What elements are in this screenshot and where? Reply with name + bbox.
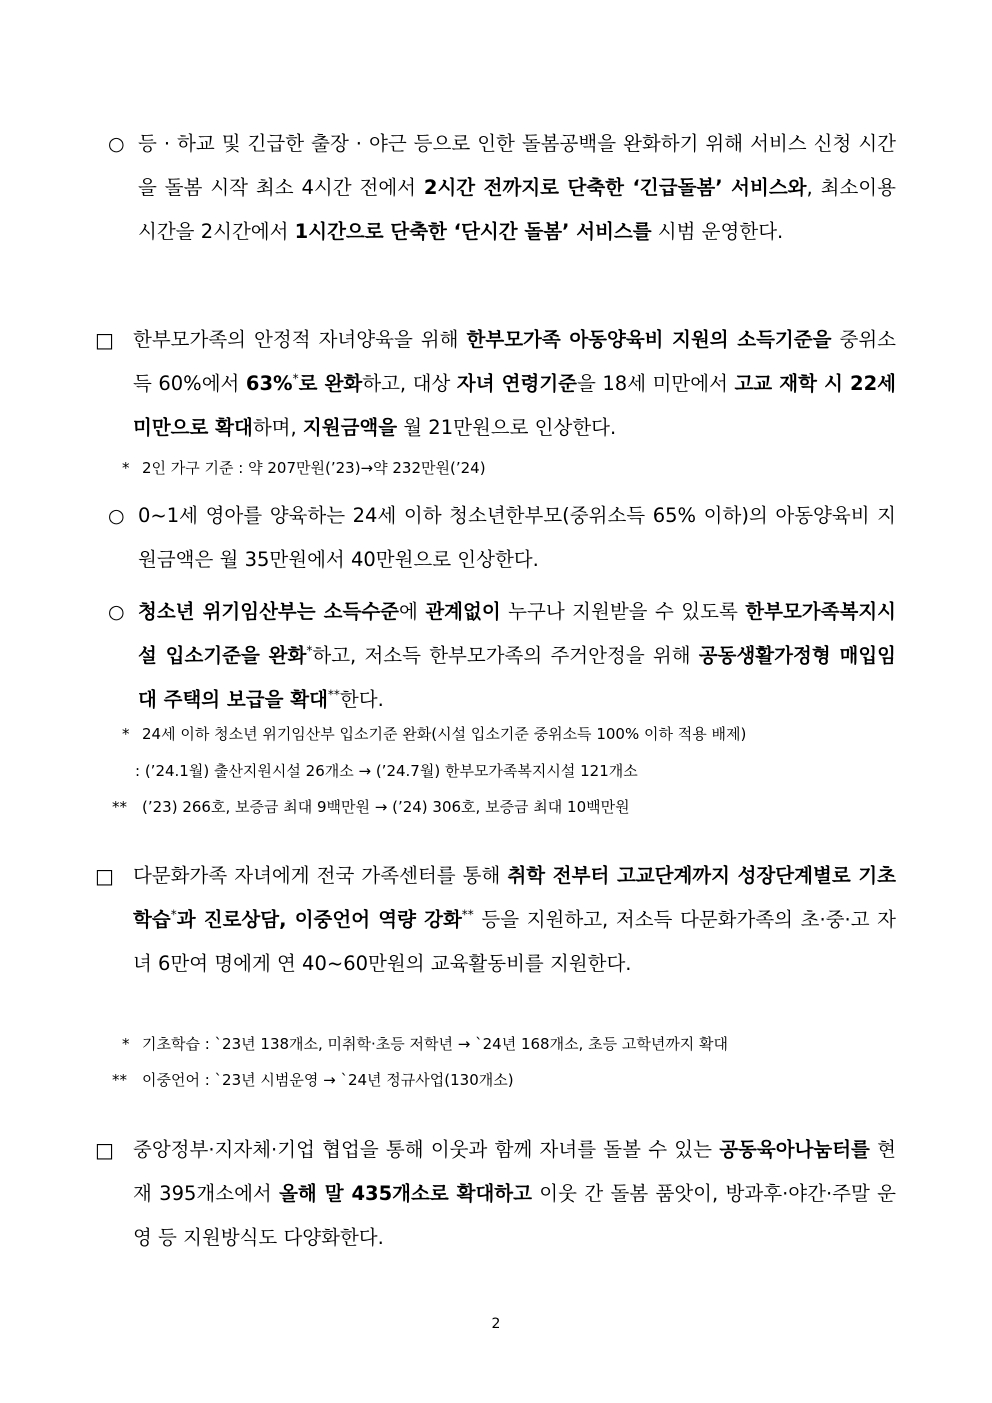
footnote-marker: * bbox=[122, 1035, 130, 1053]
bold-text: 공동생활가정형 매입임대 주택의 보급을 확대 bbox=[138, 644, 896, 711]
bold-text: 과 진로상담, 이중언어 역량 강화 bbox=[176, 908, 462, 931]
footnote-text: 2인 가구 기준 : 약 207만원(’23)→약 232만원(’24) bbox=[142, 459, 486, 477]
bold-text: 63% bbox=[245, 372, 293, 395]
text-run: 다문화가족 자녀에게 전국 가족센터를 통해 bbox=[133, 864, 508, 887]
square-bullet: □ bbox=[95, 328, 114, 352]
bold-text: 2시간 전까지로 단축한 ‘긴급돌봄’ 서비스와 bbox=[423, 176, 807, 199]
footnote-text: 24세 이하 청소년 위기임산부 입소기준 완화(시설 입소기준 중위소득 100% 이하 적용 배제) bbox=[142, 725, 747, 743]
circle-bullet: ○ bbox=[108, 133, 125, 155]
text-run: 시범 운영한다. bbox=[651, 220, 784, 243]
circle-bullet: ○ bbox=[108, 601, 125, 623]
circle-bullet: ○ bbox=[108, 505, 125, 527]
bold-text: 1시간으로 단축한 ‘단시간 돌봄’ 서비스를 bbox=[294, 220, 652, 243]
footnote-marker: ** bbox=[112, 798, 127, 816]
text-run: 등을 지원하고, 저소득 다문화가족의 초·중·고 자녀 6만여 명에게 연 40~60만원의 교육활동비를 지원한다. bbox=[133, 908, 896, 975]
paragraph-text bbox=[138, 122, 896, 254]
paragraph-text bbox=[133, 1128, 896, 1260]
page-number: 2 bbox=[491, 1316, 501, 1332]
text-run: 이웃 간 돌봄 품앗이, 방과후·야간·주말 운영 등 지원방식도 다양화한다. bbox=[133, 1182, 896, 1249]
bold-text: 지원금액을 bbox=[302, 416, 398, 439]
text-run: 누구나 지원받을 수 있도록 bbox=[500, 600, 746, 623]
footnote-reference: * bbox=[170, 907, 177, 922]
bold-text: 관계없이 bbox=[425, 600, 501, 623]
bold-text: 고교 재학 시 22세 미만으로 확대 bbox=[133, 372, 896, 439]
text-run: , 최소이용시간을 2시간에서 bbox=[138, 176, 896, 243]
text-run: 한다. bbox=[339, 688, 384, 711]
footnote-reference: * bbox=[292, 371, 299, 386]
footnote-marker: ** bbox=[112, 1071, 127, 1089]
bold-text: 한부모가족 아동양육비 지원의 소득기준을 bbox=[466, 328, 832, 351]
text-run: 하고, 대상 bbox=[362, 372, 457, 395]
text-run: 등 · 하교 및 긴급한 출장 · 야근 등으로 인한 돌봄공백을 완화하기 위해 서비스 신청 시간을 돌봄 시작 최소 4시간 전에서 bbox=[138, 132, 896, 199]
text-run: 에 bbox=[399, 600, 426, 623]
footnote-text: 기초학습 : `23년 138개소, 미취학·초등 저학년 → `24년 168개소, 초등 고학년까지 확대 bbox=[142, 1035, 729, 1053]
bold-text: 한부모가족복지시설 입소기준을 완화 bbox=[138, 600, 896, 667]
footnote-text: (’23) 266호, 보증금 최대 9백만원 → (’24) 306호, 보증금 최대 10백만원 bbox=[142, 798, 630, 816]
text-run: 월 21만원으로 인상한다. bbox=[397, 416, 617, 439]
text-run: 0~1세 영아를 양육하는 24세 이하 청소년한부모(중위소득 65% 이하)의 아동양육비 지원금액은 월 35만원에서 40만원으로 인상한다. bbox=[138, 504, 896, 571]
text-run: 중앙정부·지자체·기업 협업을 통해 이웃과 함께 자녀를 돌볼 수 있는 bbox=[133, 1138, 720, 1161]
square-bullet: □ bbox=[95, 1138, 114, 1162]
paragraph-text bbox=[138, 494, 896, 582]
footnote-reference: * bbox=[306, 643, 313, 658]
paragraph-text bbox=[133, 318, 896, 450]
paragraph-text bbox=[138, 590, 896, 722]
footnote-reference: ** bbox=[327, 687, 340, 702]
footnote-reference: ** bbox=[461, 907, 474, 922]
footnote-marker: * bbox=[122, 725, 130, 743]
text-run: 을 18세 미만에서 bbox=[577, 372, 735, 395]
bold-text: 올해 말 435개소로 확대하고 bbox=[279, 1182, 532, 1205]
text-run: 중위소득 60%에서 bbox=[133, 328, 896, 395]
square-bullet: □ bbox=[95, 864, 114, 888]
footnote-continuation bbox=[135, 760, 895, 782]
footnote-text: 이중언어 : `23년 시범운영 → `24년 정규사업(130개소) bbox=[142, 1071, 514, 1089]
text-run: 현재 395개소에서 bbox=[133, 1138, 896, 1205]
bold-text: 청소년 위기임산부는 소득수준 bbox=[138, 600, 400, 623]
paragraph-text bbox=[133, 854, 896, 986]
footnote-marker: * bbox=[122, 459, 130, 477]
text-run: 하고, 저소득 한부모가족의 주거안정을 위해 bbox=[312, 644, 699, 667]
bold-text: 자녀 연령기준 bbox=[456, 372, 578, 395]
bold-text: 취학 전부터 고교단계까지 성장단계별로 기초학습 bbox=[133, 864, 896, 931]
footnote-text: : (’24.1월) 출산지원시설 26개소 → (’24.7월) 한부모가족복지시설 121개소 bbox=[135, 762, 638, 780]
bold-text: 로 완화 bbox=[298, 372, 363, 395]
bold-text: 공동육아나눔터를 bbox=[719, 1138, 870, 1161]
text-run: 하며, bbox=[252, 416, 303, 439]
text-run: 한부모가족의 안정적 자녀양육을 위해 bbox=[133, 328, 467, 351]
